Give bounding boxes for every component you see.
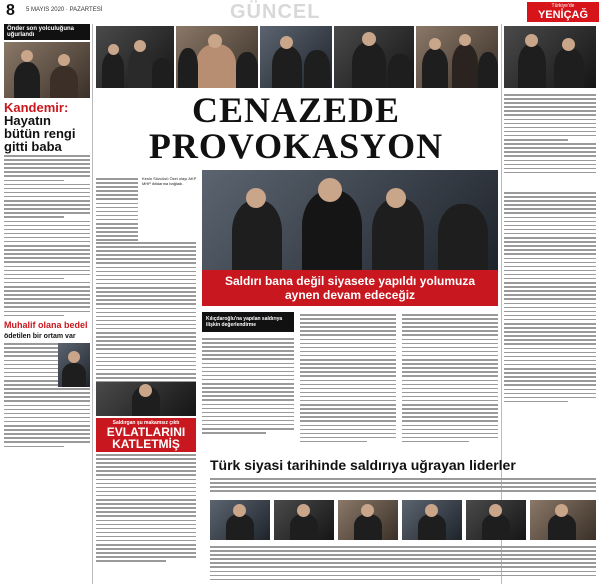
bottom-headline: Türk siyasi tarihinde saldırıya uğrayan liderler: [210, 457, 516, 473]
black-box: Kılıçdaroğlu'na yapılan saldırıya ilişkin değerlendirme: [202, 312, 294, 332]
bottom-captions: [210, 546, 596, 583]
left-kicker: Önder son yolculuğuna uğurlandı: [4, 24, 90, 40]
attacker-headline: [96, 418, 196, 452]
main-photo: [202, 170, 498, 270]
left-second-headline: [4, 320, 90, 341]
portrait-photo: [530, 500, 596, 540]
portrait-photo: [338, 500, 398, 540]
main-headline-line1: CENAZEDE: [191, 90, 401, 130]
funeral-crowd-photo: [416, 26, 498, 88]
leader-photo: [334, 26, 414, 88]
logo-wordmark: YENİÇAĞ: [537, 9, 589, 21]
left-headline-red: Kandemir:: [4, 100, 69, 115]
politician-photo: [260, 26, 332, 88]
funeral-photo: [4, 42, 90, 98]
lead-quote: Kesin Sözcüsü Özel olayı AKP MHP iktidarına bağladı.: [142, 176, 197, 187]
page-header: [0, 0, 600, 24]
crowd-photo: [96, 26, 174, 88]
attacker-photo: [96, 382, 196, 416]
lead-text-col: [96, 178, 138, 244]
right-column-text-2: [504, 192, 596, 405]
side-photo: [504, 26, 596, 88]
page-number: 8: [6, 2, 15, 19]
logo-tagline: Türkiye'de: [551, 3, 575, 9]
attacker-head: EVLATLARINI KATLETMİŞ: [106, 425, 186, 451]
portrait-photo: [274, 500, 334, 540]
left-headline-black: Hayatın bütün rengi gitti baba: [4, 113, 76, 154]
newspaper-logo: [527, 2, 599, 22]
attacker-kicker: Saldırgan şu makamsız çıktı: [112, 420, 180, 426]
article-column-2: [202, 338, 294, 436]
bottom-lead-text: [210, 478, 596, 494]
section-name: GÜNCEL: [230, 1, 321, 23]
issue-date: 5 MAYIS 2020 · PAZARTESİ: [26, 7, 103, 13]
portrait-photo: [466, 500, 526, 540]
left-second-head-black: ödetilen bir ortam var: [4, 333, 76, 341]
attacker-text: [96, 454, 196, 565]
left-headline: [4, 101, 90, 153]
article-column-4: [402, 314, 498, 445]
main-banner: Saldırı bana değil siyasete yapıldı yolumuza aynen devam edeceğiz: [202, 270, 498, 306]
left-article-text: [4, 155, 90, 316]
article-column-3: [300, 314, 396, 445]
left-second-head-red: Muhalif olana bedel: [4, 320, 88, 331]
portrait-photo: [402, 500, 462, 540]
left-column: [4, 24, 90, 584]
portrait-photo: [210, 500, 270, 540]
column-divider: [92, 24, 93, 584]
main-headline-line2: PROVOKASYON: [148, 126, 444, 166]
main-headline: [96, 92, 496, 164]
right-column-text: [504, 94, 596, 176]
article-column-1: [96, 242, 196, 389]
scuffle-photo: [176, 26, 258, 88]
portrait-photo-left: [58, 343, 90, 387]
